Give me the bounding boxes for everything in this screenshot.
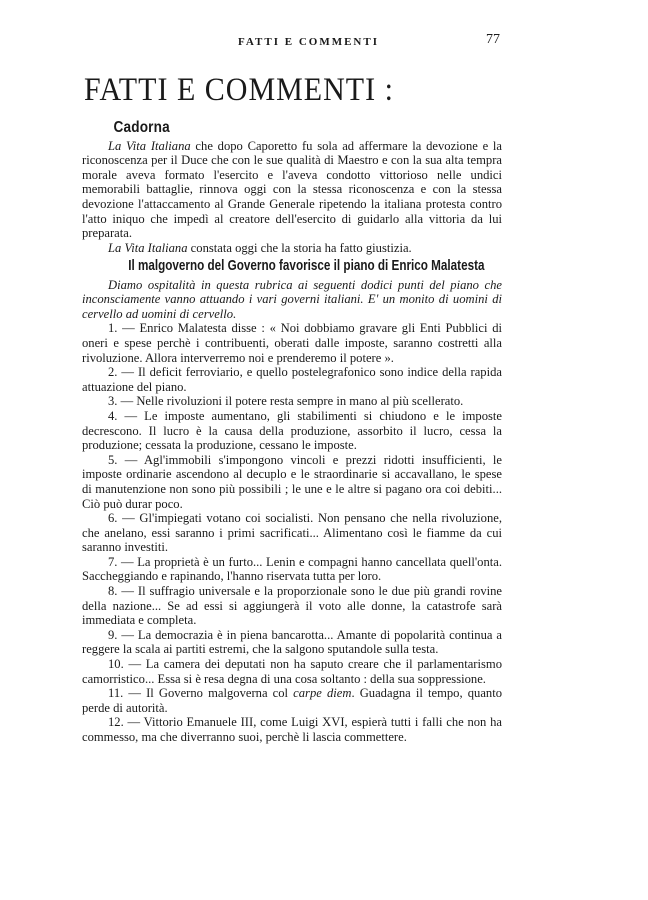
cadorna-paragraph-1 — [82, 139, 502, 241]
malgoverno-intro: Diamo ospitalità in questa rubrica ai seguenti dodici punti del piano che inconsciamente vanno attuando i vari governi italiani. E' un monito di uomini di cervello ad uomini di cervello. — [82, 277, 502, 321]
cadorna-paragraph-2-text: constata oggi che la storia ha fatto giustizia. — [187, 240, 412, 255]
list-item: 10. — La camera dei deputati non ha saputo creare che il parlamentarismo camorristico... Essa si è resa degna di una cosa soltanto : della sua soppressione. — [82, 657, 502, 686]
list-item: 4. — Le imposte aumentano, gli stabilimenti si chiudono e le imposte decrescono. Il lucro è la causa della produzione, assorbito il lucro, cessa la produzione; cessata la produzione, cessano le imposte. — [82, 408, 502, 453]
page-header — [80, 32, 500, 52]
running-title: FATTI E COMMENTI — [238, 36, 379, 48]
list-item: 8. — Il suffragio universale e la proporzionale sono le due più grandi rovine della nazione... Se ad essi si aggiungerà il voto alle donne, la catastrofe sarà immediata e completa. — [82, 584, 502, 628]
list-item: 6. — Gl'impiegati votano coi socialisti. Non pensano che nella rivoluzione, che anelano, essi saranno i primi sacrificati... Alimentano così le fiamme da cui saranno investiti. — [82, 511, 502, 555]
list-item: 1. — Enrico Malatesta disse : « Noi dobbiamo gravare gli Enti Pubblici di oneri e spese perchè i contribuenti, oberati dalle imposte, saranno costretti alla rivoluzione. Allora interverremo noi e prenderemo il potere ». — [82, 321, 502, 365]
list-item: 3. — Nelle rivoluzioni il potere resta sempre in mano al più scellerato. — [108, 394, 464, 409]
list-item: 12. — Vittorio Emanuele III, come Luigi XVI, espierà tutti i falli che non ha commesso, ma che diverranno suoi, perchè li lascia commettere. — [82, 715, 502, 744]
list-item-text: 11. — Il Governo malgoverna col — [108, 686, 294, 701]
cadorna-paragraph-2 — [82, 241, 502, 256]
journal-name: La Vita Italiana — [108, 138, 191, 153]
malgoverno-heading: Il malgoverno del Governo favorisce il piano di Enrico Malatesta — [128, 257, 485, 274]
list-item — [82, 686, 502, 715]
cadorna-heading: Cadorna — [113, 119, 170, 136]
latin-phrase: carpe diem — [293, 686, 352, 701]
journal-name: La Vita Italiana — [108, 240, 188, 255]
cadorna-section — [82, 121, 502, 255]
page-number: 77 — [486, 32, 500, 47]
page-title: FATTI E COMMENTI : — [84, 72, 394, 108]
list-item: 7. — La proprietà è un furto... Lenin e compagni hanno cancellata quell'onta. Saccheggiando e rapinando, l'hanno riservata tutta per loro. — [82, 554, 502, 584]
list-item: 2. — Il deficit ferroviario, e quello postelegrafonico sono indice della rapida attuazione del piano. — [82, 365, 502, 394]
list-item: 9. — La democrazia è in piena bancarotta... Amante di popolarità continua a reggere la scala ai partiti estremi, che la salgono sputandole sulla testa. — [82, 627, 502, 657]
cadorna-paragraph-1-text: che dopo Caporetto fu sola ad affermare la devozione e la riconoscenza per il Duce che con le sue qualità di Maestro e con la sua alta tempra morale aveva formato l'esercito e l'aveva condotto vittorioso nelle undici memorabili battaglie, rinnova oggi con la stessa riconoscenza e con la stessa devozione l'attaccamento al Grande Generale ripetendo la italiana protesta contro l'atto iniquo che impedì al creatore dell'esercito di guidarlo alla vittoria da lui preparata. — [82, 138, 502, 241]
malgoverno-section — [82, 259, 502, 745]
list-item: 5. — Agl'immobili s'impongono vincoli e prezzi ridotti insufficienti, le imposte ordinarie ascendono al decuplo e le straordinarie si accavallano, le spese di manutenzione non sono più possibili ; le une e le altre si pagano ora coi debiti... Ciò può durar poco. — [82, 452, 502, 511]
list-item-text: . Guadagna il tempo, quanto perde di autorità. — [82, 686, 502, 715]
